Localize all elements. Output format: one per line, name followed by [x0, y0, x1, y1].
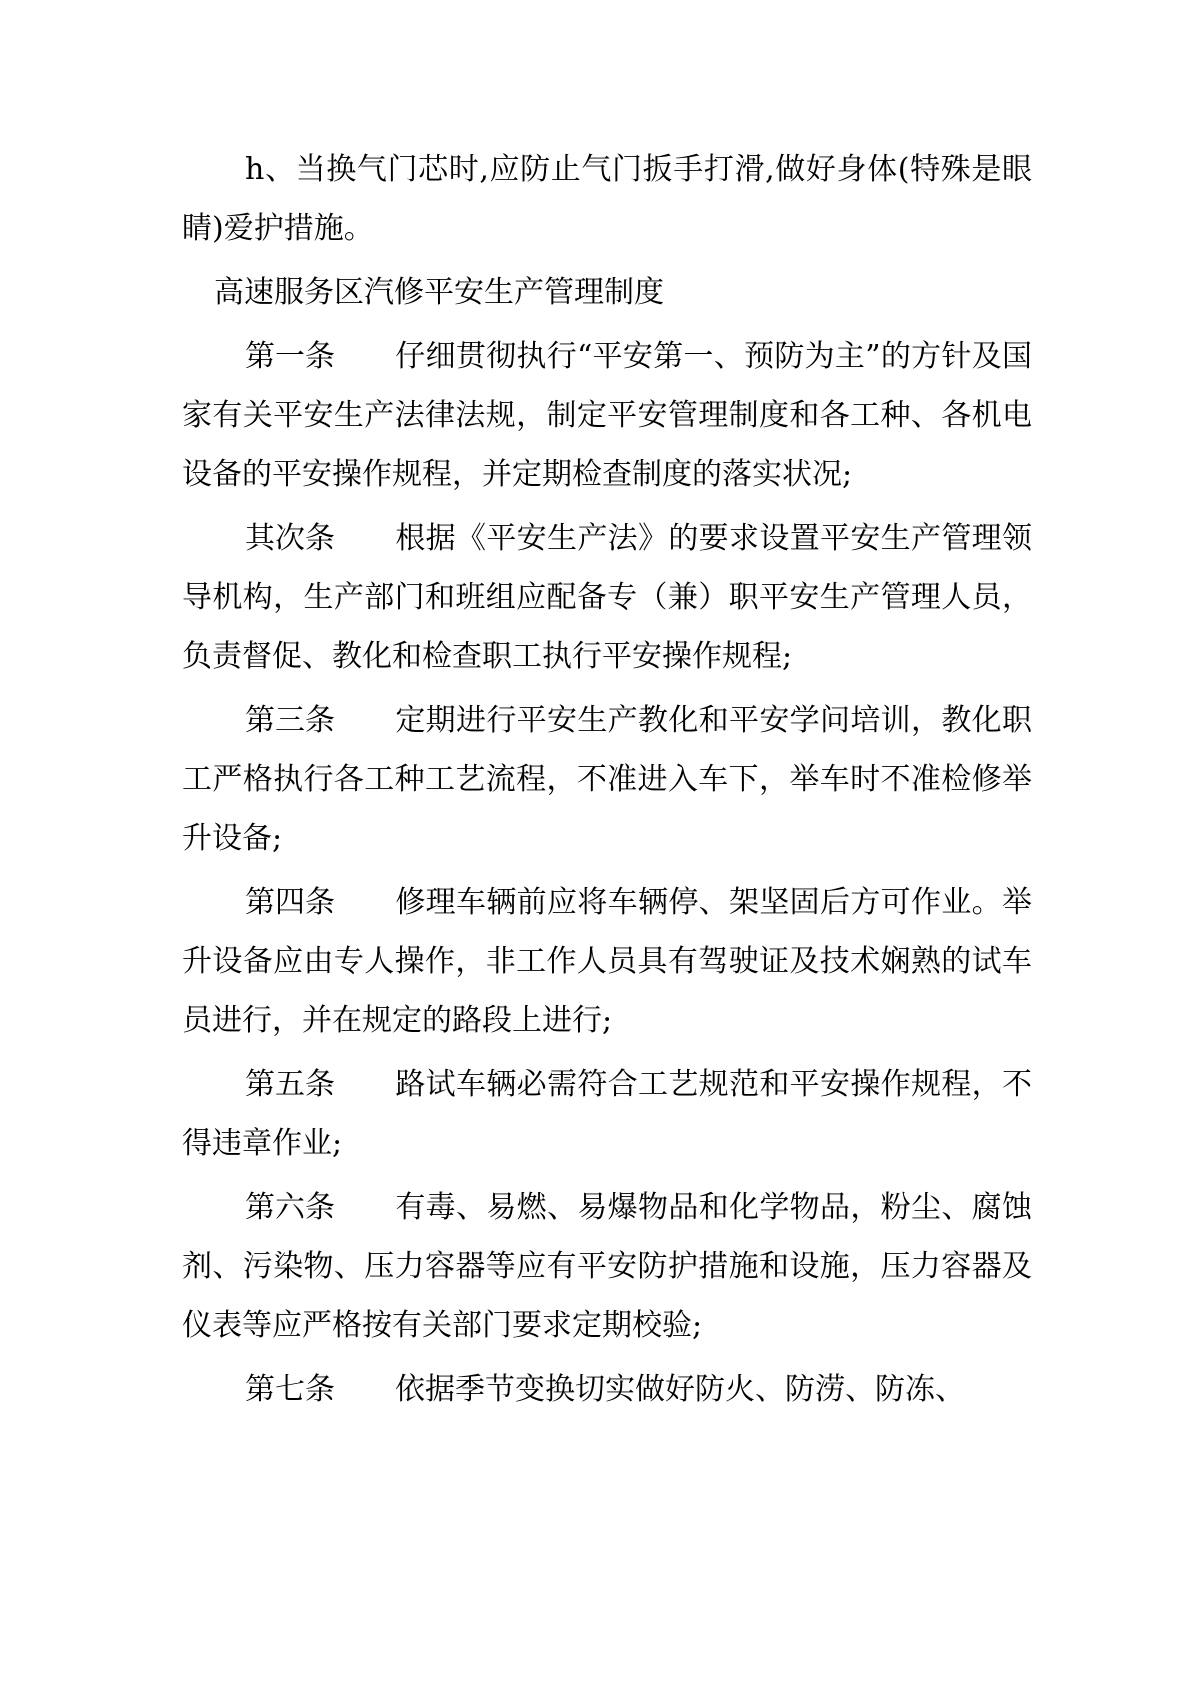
article-text: 定期进行平安生产教化和平安学问培训，教化职工严格执行各工种工艺流程，不准进入车下，举车时不准检修举升设备;: [182, 703, 1032, 856]
article-5: [182, 1055, 1032, 1173]
document-body: [182, 140, 1032, 1424]
article-number: 第三条: [245, 703, 335, 738]
article-number: 第七条: [245, 1372, 335, 1407]
article-number: 第四条: [245, 885, 335, 920]
intro-paragraph: h、当换气门芯时,应防止气门扳手打滑,做好身体(特殊是眼睛)爱护措施。: [182, 152, 1032, 246]
article-number: 第五条: [245, 1067, 335, 1102]
article-3: [182, 691, 1032, 868]
article-text: 路试车辆必需符合工艺规范和平安操作规程，不得违章作业;: [182, 1067, 1032, 1161]
article-number: 其次条: [245, 521, 335, 556]
section-title: 高速服务区汽修平安生产管理制度: [214, 275, 664, 310]
article-7: [182, 1360, 1032, 1419]
article-number: 第六条: [245, 1190, 335, 1225]
article-1: [182, 327, 1032, 504]
article-6: [182, 1178, 1032, 1355]
article-2: [182, 509, 1032, 686]
article-4: [182, 873, 1032, 1050]
article-text: 修理车辆前应将车辆停、架坚固后方可作业。举升设备应由专人操作，非工作人员具有驾驶证及技术娴熟的试车员进行，并在规定的路段上进行;: [182, 885, 1032, 1038]
article-number: 第一条: [245, 339, 335, 374]
article-text: 有毒、易燃、易爆物品和化学物品，粉尘、腐蚀剂、污染物、压力容器等应有平安防护措施和设施，压力容器及仪表等应严格按有关部门要求定期校验;: [182, 1190, 1032, 1343]
article-text: 依据季节变换切实做好防火、防涝、防冻、: [395, 1372, 965, 1407]
article-text: 根据《平安生产法》的要求设置平安生产管理领导机构，生产部门和班组应配备专（兼）职平安生产管理人员，负责督促、教化和检查职工执行平安操作规程;: [182, 521, 1032, 674]
article-text: 仔细贯彻执行“平安第一、预防为主”的方针及国家有关平安生产法律法规，制定平安管理制度和各工种、各机电设备的平安操作规程，并定期检查制度的落实状况;: [182, 339, 1032, 492]
